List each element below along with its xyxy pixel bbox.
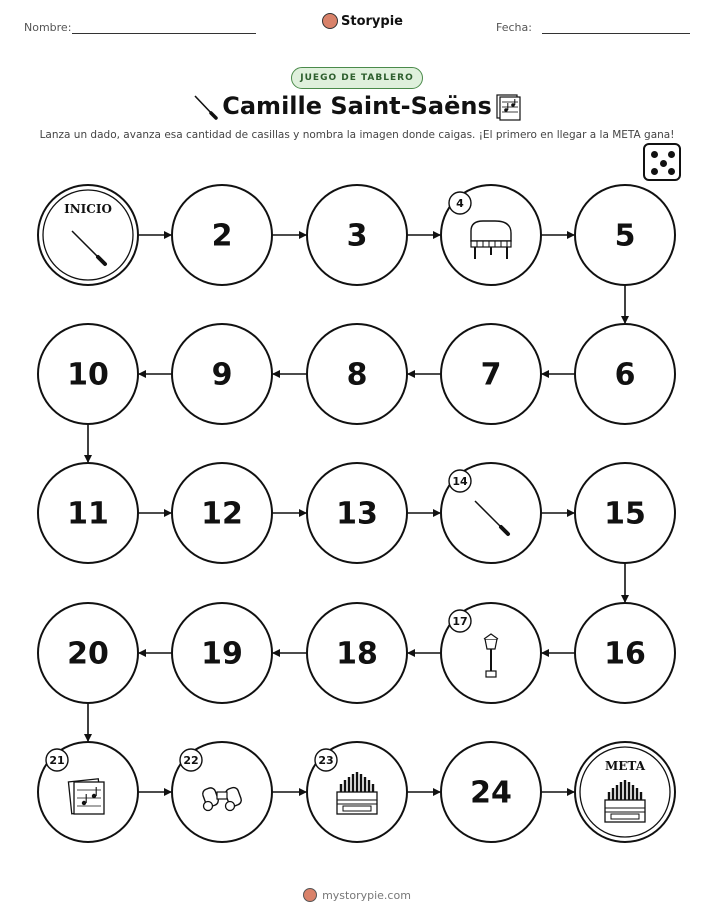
space-number: 15 (604, 496, 646, 532)
name-label: Nombre: (24, 21, 72, 34)
board-space-22 (172, 742, 272, 842)
space-number: 23 (318, 754, 334, 767)
space-number: 20 (67, 636, 109, 672)
board-space-23 (307, 742, 407, 842)
footer-url[interactable]: mystorypie.com (322, 888, 411, 902)
board-space-6 (575, 324, 675, 424)
board-space-17 (441, 603, 541, 703)
board-space-2 (172, 185, 272, 285)
board-space-16 (575, 603, 675, 703)
storypie-logo-icon (303, 888, 317, 902)
space-number: 4 (456, 197, 464, 210)
board-space-11 (38, 463, 138, 563)
date-label: Fecha: (496, 21, 532, 34)
space-number: 21 (49, 754, 65, 767)
board-space-18 (307, 603, 407, 703)
space-number: 17 (452, 615, 468, 628)
space-number: 6 (614, 357, 636, 393)
finish-space (575, 742, 675, 842)
board-space-7 (441, 324, 541, 424)
finish-label: META (604, 759, 646, 773)
space-number: 9 (211, 357, 233, 393)
space-number: 14 (452, 475, 468, 488)
page-title: Camille Saint-Saëns (222, 92, 492, 120)
board-space-12 (172, 463, 272, 563)
space-number: 16 (604, 636, 646, 672)
board-space-21 (38, 742, 138, 842)
space-number: 7 (480, 357, 502, 393)
space-number: 3 (346, 218, 368, 254)
board-space-24 (441, 742, 541, 842)
board-space-13 (307, 463, 407, 563)
space-number: 19 (201, 636, 243, 672)
space-number: 12 (201, 496, 243, 532)
space-number: 10 (67, 357, 109, 393)
board-space-20 (38, 603, 138, 703)
footer (0, 888, 714, 902)
space-number: 13 (336, 496, 378, 532)
space-number: 8 (346, 357, 368, 393)
space-number: 2 (211, 218, 233, 254)
space-number: 18 (336, 636, 378, 672)
sheet-music-icon (68, 779, 104, 814)
board-space-15 (575, 463, 675, 563)
board-space-14 (441, 463, 541, 563)
board-space-10 (38, 324, 138, 424)
board-space-9 (172, 324, 272, 424)
board-space-8 (307, 324, 407, 424)
space-number: 11 (67, 496, 109, 532)
space-number: 5 (614, 218, 636, 254)
space-number: 22 (183, 754, 199, 767)
start-space (38, 185, 138, 285)
board-space-19 (172, 603, 272, 703)
game-type-badge: JUEGO DE TABLERO (291, 67, 423, 89)
board-space-3 (307, 185, 407, 285)
start-label: INICIO (64, 202, 112, 216)
space-number: 24 (470, 775, 512, 811)
board-space-4 (441, 185, 541, 285)
board-space-5 (575, 185, 675, 285)
brand-text: Storypie (341, 13, 403, 29)
instructions: Lanza un dado, avanza esa cantidad de casillas y nombra la imagen donde caigas. ¡El primero en llegar a la META gana! (39, 129, 675, 141)
